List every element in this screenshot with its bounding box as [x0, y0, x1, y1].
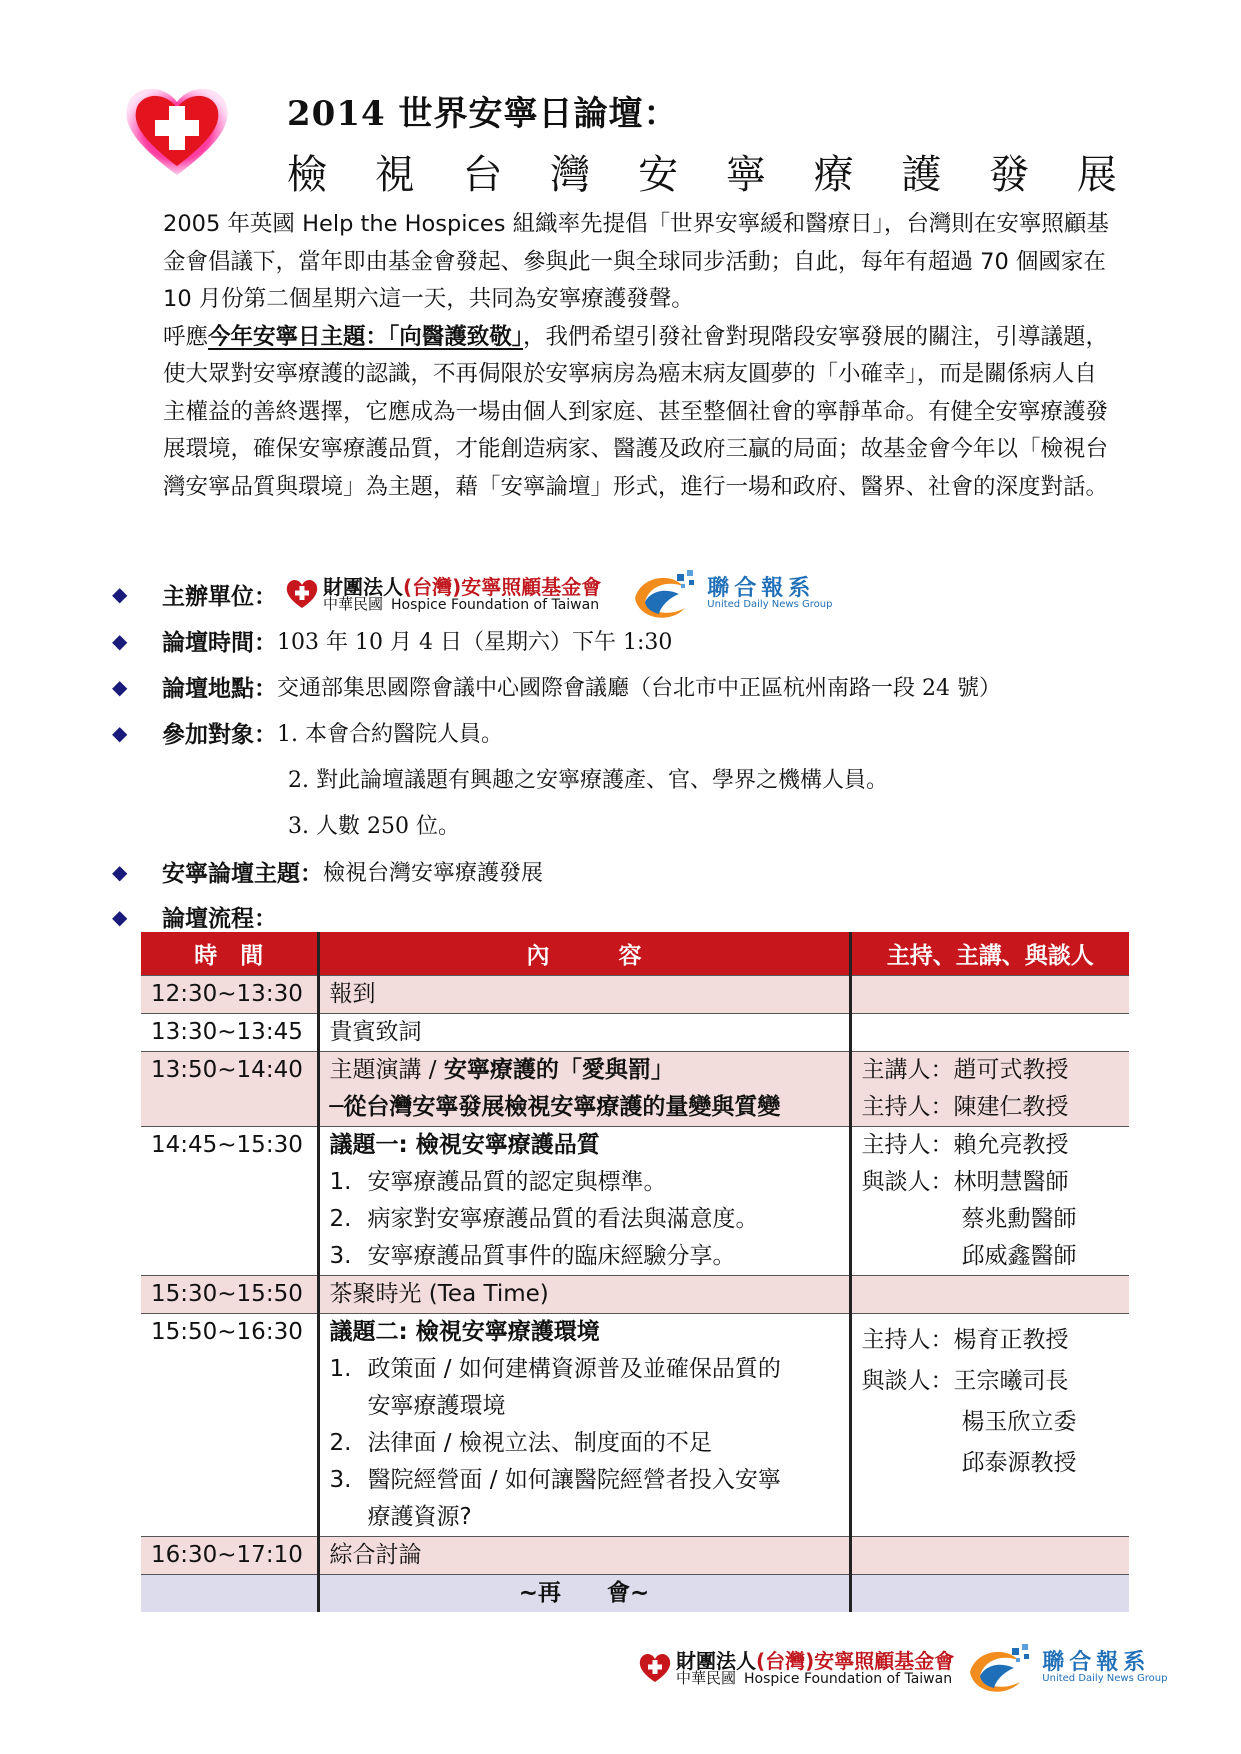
topic-title: 議題一: 檢視安寧療護品質 — [329, 1132, 600, 1158]
row-content: 綜合討論 — [318, 1537, 850, 1575]
subtitle-char: 展 — [1076, 152, 1117, 198]
panelist: 蔡兆勳醫師 — [961, 1206, 1077, 1232]
row-speakers — [850, 1575, 1129, 1613]
page-title: 2014 世界安寧日論壇： — [287, 94, 679, 134]
list-item-text: 安寧療護環境 — [367, 1393, 506, 1419]
subtitle-char: 發 — [989, 152, 1030, 198]
panelist: 邱威鑫醫師 — [961, 1243, 1077, 1269]
table-row — [141, 1014, 1129, 1052]
list-item: 2. 法律面 / 檢視立法、制度面的不足 — [330, 1425, 839, 1462]
row-time: 14:45~15:30 — [141, 1127, 318, 1276]
table-row — [141, 1537, 1129, 1575]
list-item: 3. 安寧療護品質事件的臨床經驗分享。 — [330, 1238, 839, 1275]
host: 主持人：賴允亮教授 — [861, 1132, 1069, 1158]
diamond-bullet-icon: ◆ — [112, 859, 128, 884]
page-subtitle — [287, 143, 1117, 200]
list-item: 3. 醫院經營面 / 如何讓醫院經營者投入安寧 — [330, 1462, 839, 1499]
subtitle-char: 檢 — [287, 152, 327, 198]
udn-logo — [966, 1642, 1167, 1694]
row-time: 12:30~13:30 — [141, 976, 318, 1014]
list-item-text: 政策面 / 如何建構資源普及並確保品質的 — [367, 1356, 781, 1382]
row-time: 13:30~13:45 — [141, 1014, 318, 1052]
organizer-label: 主辦單位： — [162, 583, 277, 610]
foundation-name-prefix: 財團法人 — [323, 574, 403, 599]
table-row — [141, 1127, 1129, 1276]
audience-item: 1. 本會合約醫院人員。 — [277, 722, 503, 747]
place-label: 論壇地點： — [162, 676, 277, 702]
intro-text — [163, 206, 1118, 506]
udn-logo-icon — [631, 568, 701, 620]
organizer-row — [112, 568, 832, 620]
table-row — [141, 1052, 1129, 1127]
row-speakers — [850, 1537, 1129, 1575]
keynote-subtitle: ─從台灣安寧發展檢視安寧療護的量變與質變 — [329, 1094, 781, 1120]
foundation-name: (台灣)安寧照顧基金會 — [756, 1648, 955, 1673]
udn-logo — [631, 568, 832, 620]
foundation-country: 中華民國 — [676, 1668, 737, 1687]
time-label: 論壇時間： — [162, 630, 277, 656]
panelist: 邱泰源教授 — [961, 1450, 1077, 1476]
audience-item: 2. 對此論壇議題有興趣之安寧療護產、官、學界之機構人員。 — [288, 768, 888, 793]
row-time — [141, 1575, 318, 1613]
intro-paragraph-1: 2005 年英國 Help the Hospices 組織率先提倡「世界安寧緩和醫療日」，台灣則在安寧照顧基金會倡議下，當年即由基金會發起、參與此一與全球同步活動；自此，每年有超過 70 個國家在 10 月份第二個星期六這一天，共同為安寧療護發聲。 — [163, 211, 1109, 312]
row-speakers — [850, 976, 1129, 1014]
host: 主持人：陳建仁教授 — [861, 1094, 1069, 1120]
subtitle-char: 灣 — [550, 152, 591, 198]
theme-row — [112, 855, 543, 888]
udn-logo-icon — [966, 1642, 1036, 1694]
list-item-continuation — [330, 1499, 839, 1536]
list-item: 2. 病家對安寧療護品質的看法與滿意度。 — [330, 1201, 839, 1238]
list-item-text: 法律面 / 檢視立法、制度面的不足 — [367, 1430, 712, 1456]
topic-title: 議題二: 檢視安寧療護環境 — [329, 1319, 600, 1345]
subtitle-char: 寧 — [725, 152, 766, 198]
diamond-bullet-icon: ◆ — [112, 904, 128, 929]
list-item: 1. 政策面 / 如何建構資源普及並確保品質的 — [330, 1351, 839, 1388]
row-time: 15:30~15:50 — [141, 1276, 318, 1314]
diamond-bullet-icon: ◆ — [112, 628, 128, 653]
udn-english-name: United Daily News Group — [707, 599, 833, 611]
place-value: 交通部集思國際會議中心國際會議廳（台北市中正區杭州南路一段 24 號） — [277, 676, 1001, 701]
intro-theme-highlight: 今年安寧日主題：「向醫護致敬」 — [208, 323, 524, 350]
row-content: 報到 — [318, 976, 850, 1014]
panelist: 楊玉欣立委 — [961, 1409, 1077, 1435]
row-content — [318, 1052, 850, 1127]
column-header-time: 時 間 — [141, 932, 318, 976]
list-item-text: 病家對安寧療護品質的看法與滿意度。 — [367, 1206, 759, 1232]
foundation-country: 中華民國 — [323, 594, 384, 613]
row-speakers — [850, 1276, 1129, 1314]
keynote-label: 主題演講 / — [329, 1057, 444, 1083]
table-row — [141, 1276, 1129, 1314]
table-header-row — [141, 932, 1129, 976]
list-item-continuation — [330, 1388, 839, 1425]
intro-p2-pre: 呼應 — [163, 323, 209, 350]
list-item-text: 醫院經營面 / 如何讓醫院經營者投入安寧 — [367, 1467, 781, 1493]
table-row — [141, 1314, 1129, 1537]
diamond-bullet-icon: ◆ — [112, 582, 128, 606]
panelist: 與談人：林明慧醫師 — [861, 1169, 1069, 1195]
row-time: 16:30~17:10 — [141, 1537, 318, 1575]
diamond-bullet-icon: ◆ — [112, 674, 128, 699]
heart-cross-logo — [122, 80, 232, 180]
theme-value: 檢視台灣安寧療護發展 — [323, 861, 544, 886]
audience-row — [112, 716, 503, 749]
flow-label: 論壇流程： — [162, 906, 277, 932]
keynote-title: 安寧療護的「愛與罰」 — [443, 1057, 674, 1083]
host: 主持人：楊育正教授 — [861, 1327, 1069, 1353]
time-row — [112, 624, 672, 657]
row-content — [318, 1127, 850, 1276]
foundation-name: (台灣)安寧照顧基金會 — [403, 574, 602, 599]
audience-item: 3. 人數 250 位。 — [288, 814, 460, 839]
udn-name: 聯合報系 — [707, 576, 816, 602]
footer-logos — [630, 1642, 1167, 1694]
udn-english-name: United Daily News Group — [1042, 1673, 1168, 1685]
row-content — [318, 1314, 850, 1537]
flow-row — [112, 900, 277, 933]
row-time: 15:50~16:30 — [141, 1314, 318, 1537]
subtitle-char: 護 — [901, 152, 942, 198]
column-header-content: 內 容 — [318, 932, 850, 976]
foundation-english-name: Hospice Foundation of Taiwan — [744, 1670, 953, 1687]
table-row — [141, 976, 1129, 1014]
column-header-speakers: 主持、主講、與談人 — [850, 932, 1129, 976]
foundation-name-prefix: 財團法人 — [676, 1648, 756, 1673]
row-speakers — [850, 1127, 1129, 1276]
speaker: 主講人：趙可式教授 — [861, 1057, 1069, 1083]
audience-label: 參加對象： — [162, 722, 277, 748]
list-item-text: 療護資源? — [367, 1504, 472, 1530]
theme-label: 安寧論壇主題： — [162, 861, 323, 887]
foundation-logo — [285, 574, 602, 613]
subtitle-char: 視 — [374, 152, 415, 198]
foundation-heart-icon — [285, 578, 319, 610]
subtitle-char: 台 — [462, 152, 503, 198]
subtitle-char: 療 — [813, 152, 854, 198]
place-row — [112, 670, 1001, 703]
schedule-table — [141, 932, 1129, 1612]
foundation-heart-icon — [638, 1652, 672, 1684]
time-value: 103 年 10 月 4 日（星期六）下午 1:30 — [277, 630, 673, 655]
subtitle-char: 安 — [638, 152, 679, 198]
list-item-text: 安寧療護品質的認定與標準。 — [367, 1169, 667, 1195]
diamond-bullet-icon: ◆ — [112, 720, 128, 745]
row-speakers — [850, 1014, 1129, 1052]
foundation-english-name: Hospice Foundation of Taiwan — [391, 596, 600, 613]
list-item-text: 安寧療護品質事件的臨床經驗分享。 — [367, 1243, 736, 1269]
list-item: 1. 安寧療護品質的認定與標準。 — [330, 1164, 839, 1201]
row-speakers — [850, 1052, 1129, 1127]
row-speakers — [850, 1314, 1129, 1537]
foundation-logo — [638, 1648, 955, 1687]
row-content: 茶聚時光 (Tea Time) — [318, 1276, 850, 1314]
row-time: 13:50~14:40 — [141, 1052, 318, 1127]
intro-p2-post: ，我們希望引發社會對現階段安寧發展的關注，引導議題，使大眾對安寧療護的認識，不再侷限於安寧病房為癌末病友圓夢的「小確幸」，而是關係病人自主權益的善終選擇，它應成為一場由個人到家庭、甚至整個社會的寧靜革命。有健全安寧療護發展環境，確保安寧療護品質，才能創造病家、醫護及政府三贏的局面；故基金會今年以「檢視台灣安寧品質與環境」為主題，藉「安寧論壇」形式，進行一場和政府、醫界、社會的深度對話。 — [163, 323, 1109, 500]
closing-text: ~再 會~ — [318, 1575, 850, 1613]
row-content: 貴賓致詞 — [318, 1014, 850, 1052]
table-row — [141, 1575, 1129, 1613]
udn-name: 聯合報系 — [1042, 1650, 1151, 1676]
intro-paragraph-2 — [163, 319, 1118, 507]
panelist: 與談人：王宗曦司長 — [861, 1368, 1069, 1394]
